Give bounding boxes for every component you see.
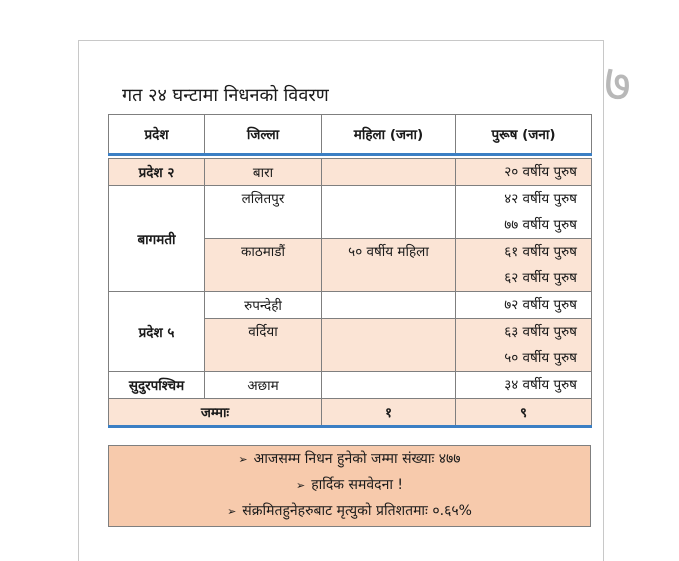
district-cell <box>205 239 322 292</box>
district-cell <box>205 319 322 372</box>
province-cell: सुदुरपश्चिम <box>109 372 205 399</box>
table-header-row <box>109 115 592 155</box>
female-entry: ५० वर्षीय महिला <box>348 244 429 260</box>
female-cell <box>322 372 456 399</box>
male-entry: ६१ वर्षीय पुरुष <box>504 244 577 260</box>
male-entry: ४२ वर्षीय पुरुष <box>504 191 577 207</box>
male-entry: ३४ वर्षीय पुरुष <box>504 377 577 393</box>
province-cell: प्रदेश २ <box>109 159 205 186</box>
male-cell <box>456 186 592 239</box>
summary-line-total-deaths <box>109 446 590 472</box>
district-label: वर्दिया <box>248 324 278 340</box>
total-female: १ <box>322 399 456 427</box>
summary-line-condolence <box>109 472 590 498</box>
female-cell <box>322 319 456 372</box>
female-cell <box>322 186 456 239</box>
male-entry: ६२ वर्षीय पुरुष <box>504 270 577 286</box>
male-cell <box>456 319 592 372</box>
table-title: गत २४ घन्टामा निधनको विवरण <box>122 85 329 106</box>
summary-box <box>108 445 591 527</box>
district-cell: रुपन्देही <box>205 292 322 319</box>
male-cell <box>456 372 592 399</box>
header-district: जिल्ला <box>205 115 322 155</box>
female-cell <box>322 159 456 186</box>
male-entry: २० वर्षीय पुरुष <box>504 164 577 180</box>
female-cell <box>322 239 456 292</box>
header-male: पुरूष (जना) <box>456 115 592 155</box>
summary-text: आजसम्म निधन हुनेको जम्मा संख्याः ४७७ <box>253 451 461 467</box>
summary-line-fatality-rate <box>109 498 590 524</box>
table-row <box>109 159 592 186</box>
male-entry: ७७ वर्षीय पुरुष <box>504 217 577 233</box>
district-cell <box>205 186 322 239</box>
male-entry: ७२ वर्षीय पुरुष <box>504 297 577 313</box>
district-cell: अछाम <box>205 372 322 399</box>
total-male: ९ <box>456 399 592 427</box>
male-cell <box>456 239 592 292</box>
district-label: ललितपुर <box>241 191 285 207</box>
table-row <box>109 292 592 319</box>
total-row <box>109 399 592 427</box>
table-row <box>109 372 592 399</box>
arrow-bullet-icon: ➢ <box>238 453 248 466</box>
table-row <box>109 186 592 239</box>
summary-text: संक्रमितहुनेहरुबाट मृत्युको प्रतिशतमाः ०.६५% <box>242 503 472 519</box>
deaths-table <box>108 114 592 428</box>
male-cell <box>456 292 592 319</box>
male-cell <box>456 159 592 186</box>
district-label: काठमाडौं <box>241 244 285 260</box>
summary-text: हार्दिक समवेदना ! <box>311 477 404 493</box>
total-label: जम्माः <box>109 399 322 427</box>
arrow-bullet-icon: ➢ <box>227 505 237 518</box>
arrow-bullet-icon: ➢ <box>295 479 306 492</box>
district-cell: बारा <box>205 159 322 186</box>
male-entry: ६३ वर्षीय पुरुष <box>504 324 577 340</box>
page-number: ७ <box>604 54 632 114</box>
female-cell <box>322 292 456 319</box>
male-entry: ५० वर्षीय पुरुष <box>504 350 577 366</box>
province-cell: प्रदेश ५ <box>109 292 205 372</box>
header-province: प्रदेश <box>109 115 205 155</box>
province-cell: बागमती <box>109 186 205 292</box>
header-female: महिला (जना) <box>322 115 456 155</box>
